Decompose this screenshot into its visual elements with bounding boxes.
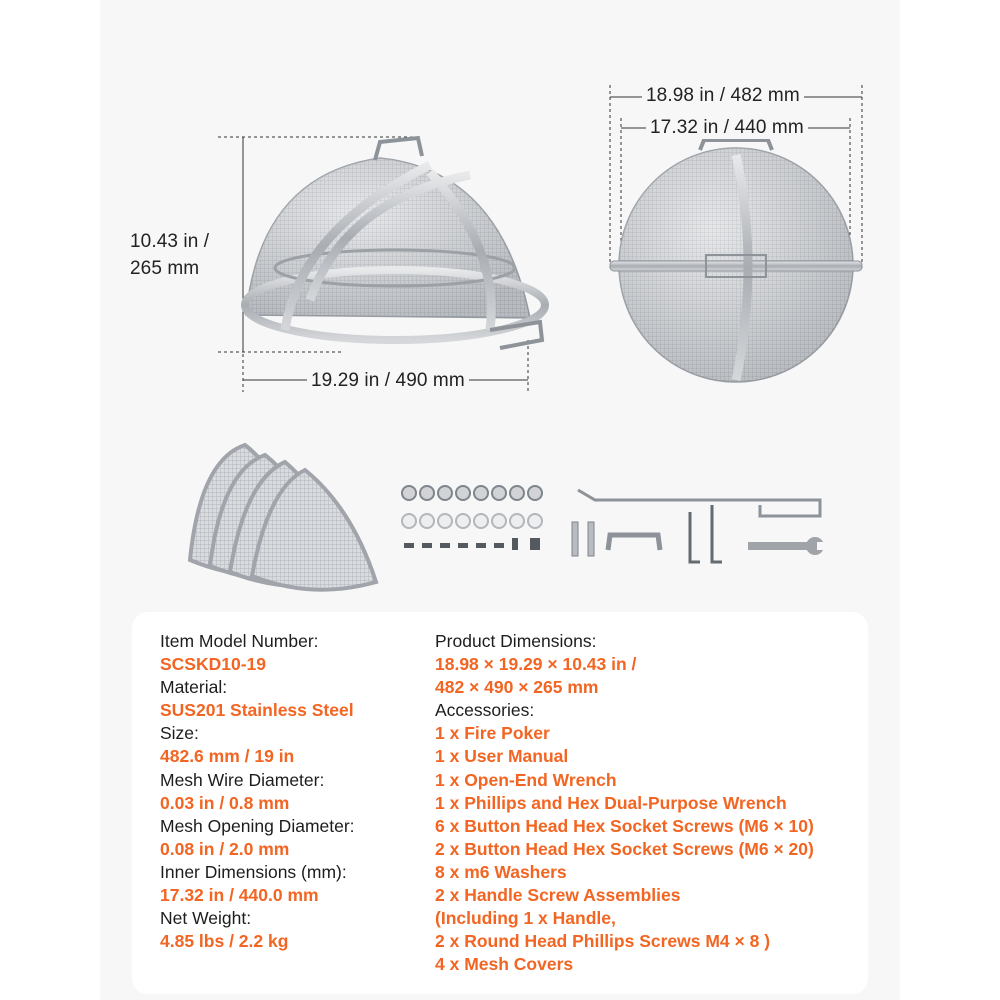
size-value: 482.6 mm / 19 in (160, 746, 295, 767)
accessory-item: 8 x m6 Washers (435, 861, 567, 882)
mesh-covers-illustration (190, 445, 376, 590)
screws-row (404, 538, 540, 550)
accessory-item: 6 x Button Head Hex Socket Screws (M6 × 10) (435, 815, 814, 836)
inner-dimensions-label: Inner Dimensions (mm): (160, 861, 347, 882)
size-label: Size: (160, 723, 199, 744)
dome-illustration (245, 138, 545, 348)
accessory-item: 2 x Button Head Hex Socket Screws (M6 × 20) (435, 838, 814, 859)
bolts-icon (572, 522, 594, 556)
material-label: Material: (160, 677, 228, 698)
accessory-item: (Including 1 x Handle, (435, 908, 616, 929)
material-value: SUS201 Stainless Steel (160, 700, 354, 721)
specs-card (132, 612, 868, 994)
accessory-item: 1 x Open-End Wrench (435, 769, 617, 790)
specs-column-left (160, 630, 355, 953)
dome-height-label: 10.43 in / (130, 231, 210, 252)
product-dimensions-value-in: 18.98 × 19.29 × 10.43 in / (435, 654, 637, 675)
dome-width-label: 19.29 in / 490 mm (307, 370, 469, 392)
product-dimensions-label: Product Dimensions: (435, 631, 597, 651)
wire-diameter-label: Mesh Wire Diameter: (160, 769, 325, 790)
model-value: SCSKD10-19 (160, 654, 267, 675)
hex-keys-icon (690, 505, 722, 562)
product-dimensions-value-mm: 482 × 490 × 265 mm (435, 677, 599, 698)
accessory-item: 1 x Fire Poker (435, 723, 550, 744)
fire-poker-icon (578, 490, 820, 516)
accessories-label: Accessories: (435, 700, 535, 721)
accessory-item: 1 x User Manual (435, 746, 569, 767)
handle-icon (608, 535, 660, 550)
wire-diameter-value: 0.03 in / 0.8 mm (160, 792, 290, 813)
hardware-illustration (402, 486, 825, 562)
specs-column-right (435, 630, 814, 976)
top-outer-diameter-label: 18.98 in / 482 mm (642, 85, 804, 107)
top-inner-diameter-label: 17.32 in / 440 mm (646, 117, 808, 139)
accessory-item: 2 x Round Head Phillips Screws M4 × 8 ) (435, 931, 771, 952)
dome-height-mm-label: 265 mm (130, 258, 200, 279)
nuts-row (402, 486, 542, 500)
accessory-item: 1 x Phillips and Hex Dual-Purpose Wrench (435, 792, 787, 813)
net-weight-label: Net Weight: (160, 908, 252, 929)
washers-row (402, 514, 542, 528)
opening-diameter-label: Mesh Opening Diameter: (160, 815, 355, 836)
accessory-item: 4 x Mesh Covers (435, 954, 574, 975)
open-end-wrench-icon (748, 537, 825, 555)
accessory-item: 2 x Handle Screw Assemblies (435, 885, 681, 906)
model-label: Item Model Number: (160, 631, 319, 651)
opening-diameter-value: 0.08 in / 2.0 mm (160, 838, 290, 859)
sphere-illustration (610, 140, 862, 382)
product-infographic (100, 0, 900, 1000)
net-weight-value: 4.85 lbs / 2.2 kg (160, 931, 289, 952)
inner-dimensions-value: 17.32 in / 440.0 mm (160, 885, 319, 906)
